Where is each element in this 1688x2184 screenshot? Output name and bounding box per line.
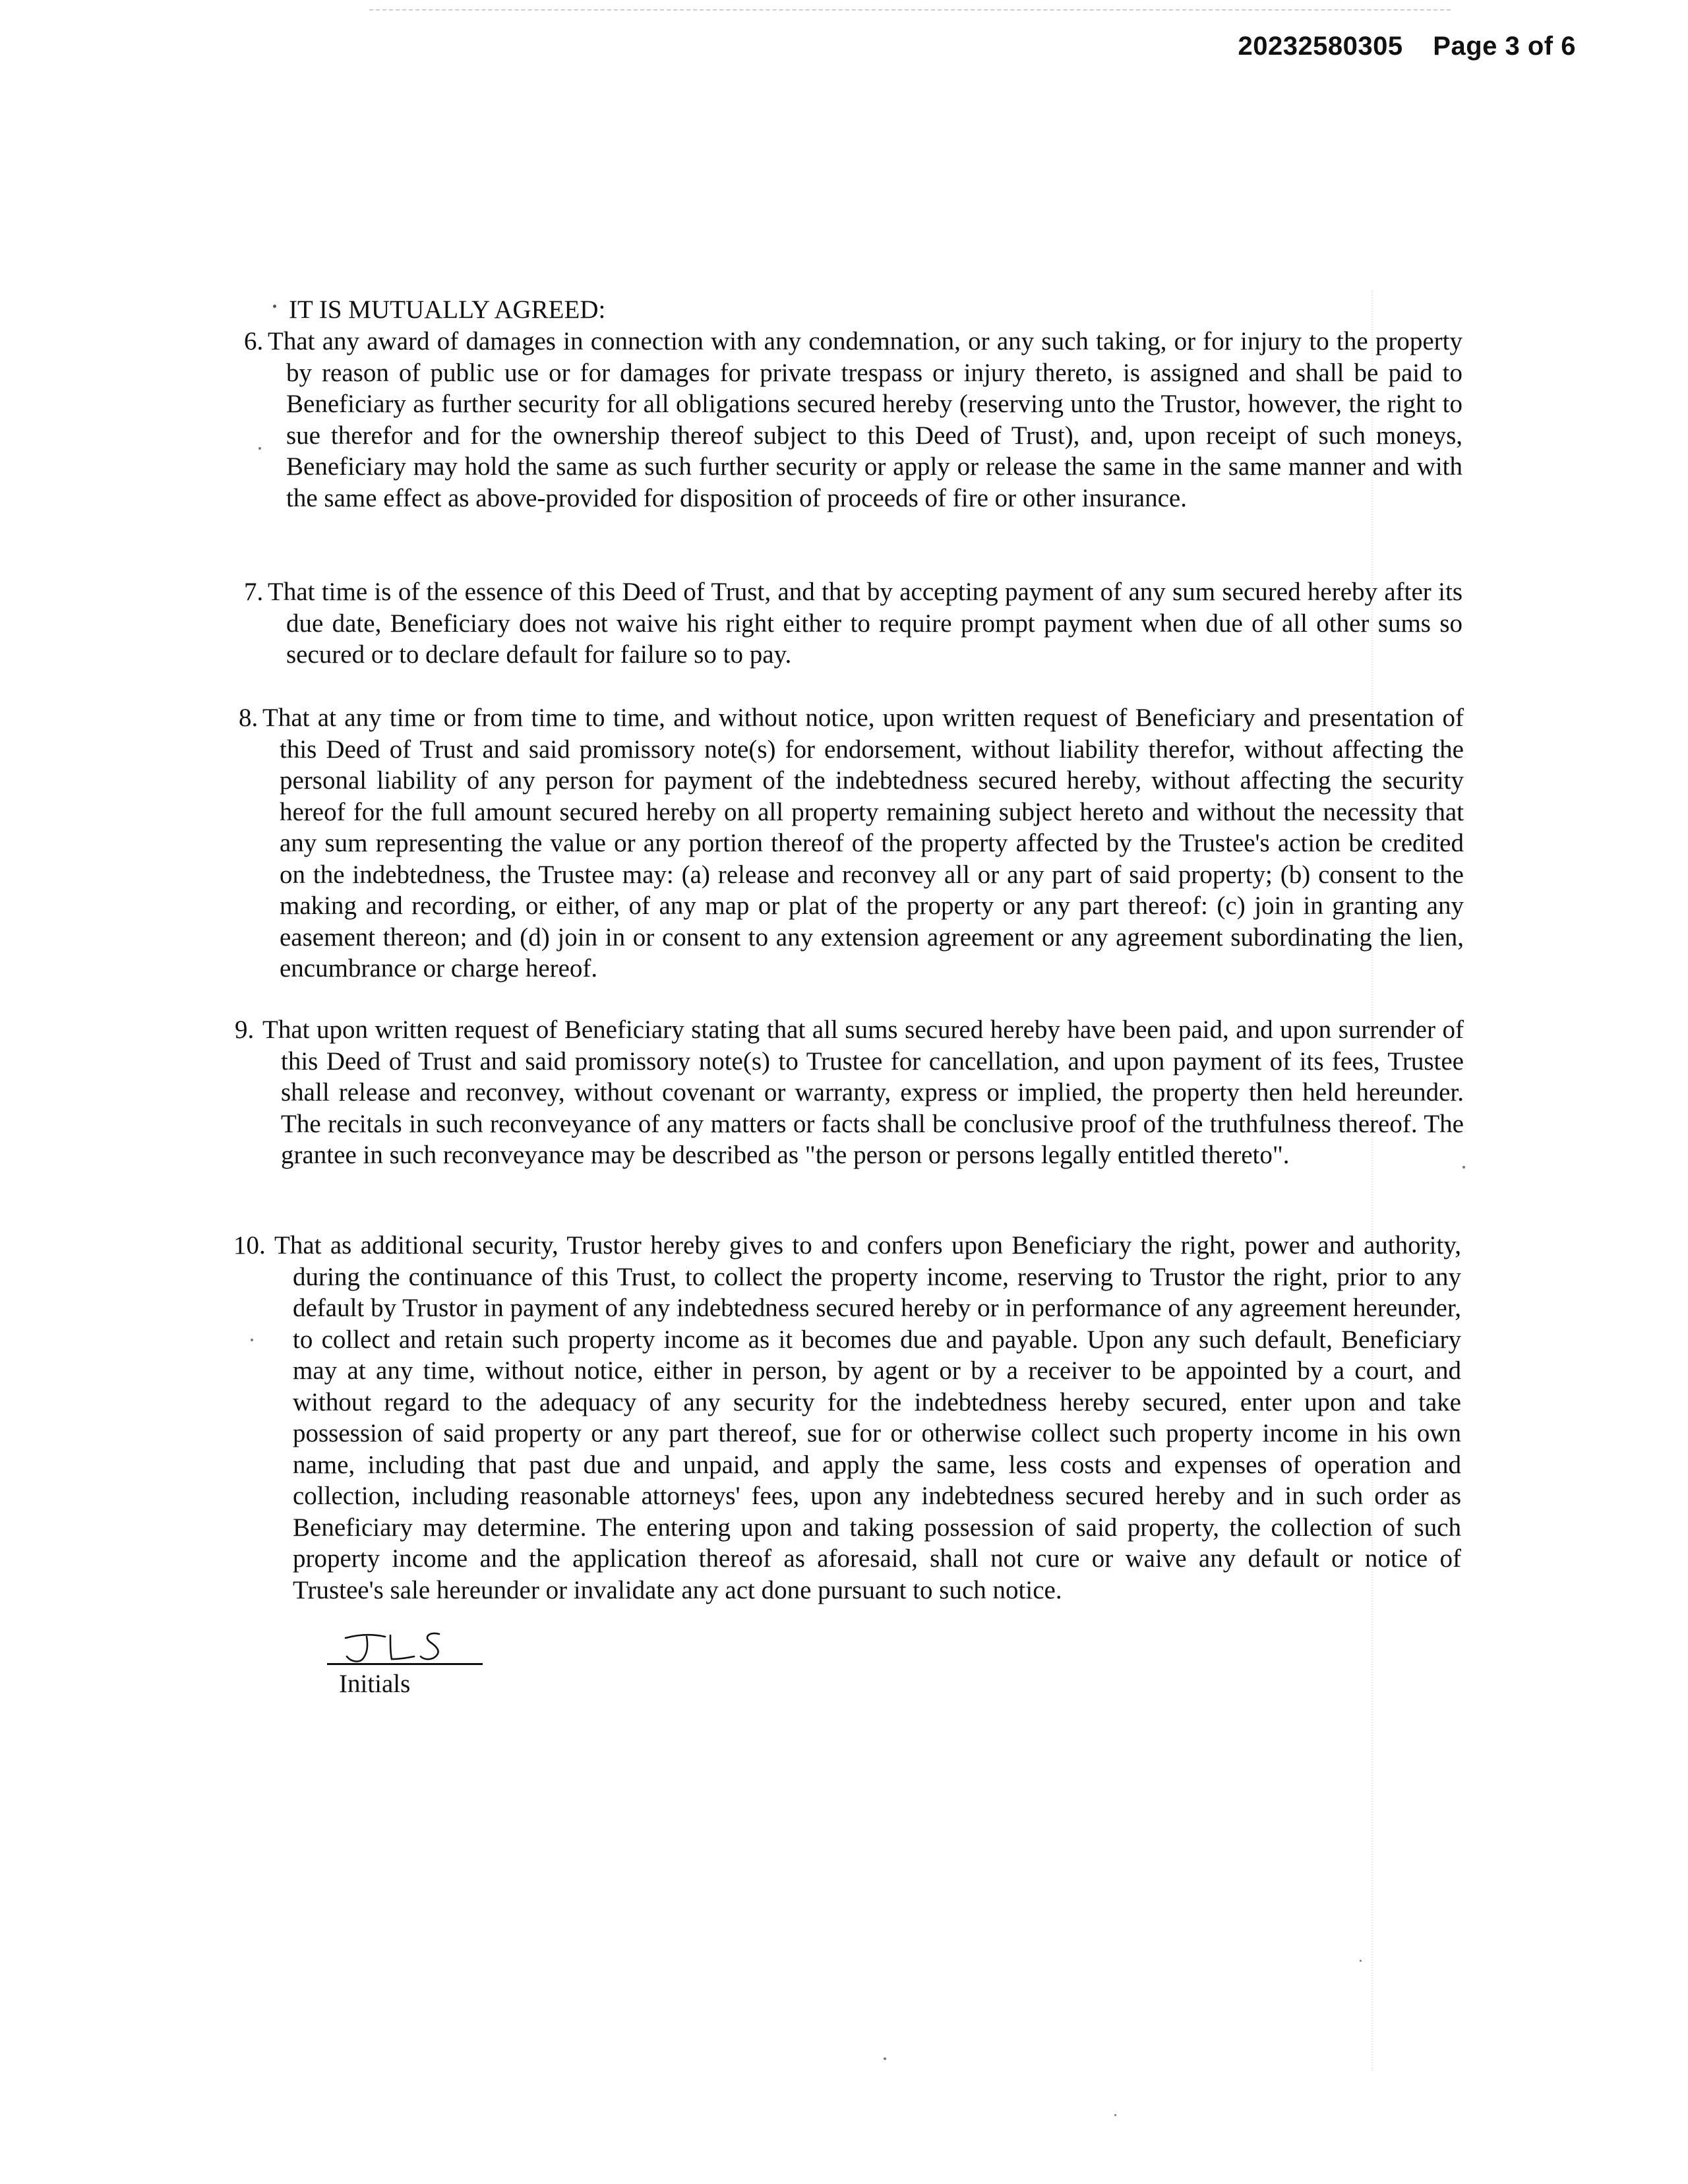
initials-underline [327,1663,483,1665]
page-header [1238,32,1576,61]
clause-text: That time is of the essence of this Deed of Trust, and that by accepting payment of any sum secured hereby after its due date, Beneficiary does not waive his right either to require prompt payment when due of all other sums so secured or to declare default for failure so to pay. [268,578,1462,669]
scan-artifact-top [369,9,1451,13]
clause-7 [244,576,1462,671]
scan-speck [258,447,261,450]
page-indicator: Page 3 of 6 [1433,32,1576,61]
scan-speck [251,1339,253,1341]
bullet-dot [273,305,276,308]
clause-text: That at any time or from time to time, and without notice, upon written request of Beneficiary and presentation of this Deed of Trust and said promissory note(s) for endorsement, without liability therefor, without affecting the personal liability of any person for payment of the indebtedness secured hereby, without affecting the security hereof for the full amount secured hereby on all property remaining subject hereto and without the necessity that any sum representing the value or any portion thereof of the property affected by the Trustee's action be credited on the indebtedness, the Trustee may: (a) release and reconvey all or any part of said property; (b) consent to the making and recording, or either, of any map or plat of the property or any part thereof: (c) join in granting any easement thereon; and (d) join in or consent to any extension agreement or any agreement subordinating the lien, encumbrance or charge hereof. [262,704,1464,983]
clause-text: That any award of damages in connection with any condemnation, or any such taking, or for injury to the property by reason of public use or for damages for private trespass or injury thereto, is assigned and shall be paid to Beneficiary as further security for all obligations secured hereby (reserving unto the Trustor, however, the right to sue therefor and for the ownership thereof subject to this Deed of Trust), and, upon receipt of such moneys, Beneficiary may hold the same as such further security or apply or release the same in the same manner and with the same effect as above-provided for disposition of proceeds of fire or other insurance. [268,327,1462,512]
clause-number: 8. [239,704,258,732]
clause-6 [244,326,1462,514]
clause-number: 9. [235,1016,255,1044]
clause-text: That as additional security, Trustor hereby gives to and confers upon Beneficiary the right, power and authority, during the continuance of this Trust, to collect the property income, reserving to Trustor the right, prior to any default by Trustor in payment of any indebtedness secured hereby or in performance of any agreement hereunder, to collect and retain such property income as it becomes due and payable. Upon any such default, Beneficiary may at any time, without notice, either in person, by agent or by a receiver to be appointed by a court, and without regard to the adequacy of any security for the indebtedness hereby secured, enter upon and take possession of said property or any part thereof, sue for or otherwise collect such property income in his own name, including that past due and unpaid, and apply the same, less costs and expenses of operation and collection, including reasonable attorneys' fees, upon any indebtedness secured hereby and in such order as Beneficiary may determine. The entering upon and taking possession of said property, the collection of such property income and the application thereof as aforesaid, shall not cure or waive any default or notice of Trustee's sale hereunder or invalidate any act done pursuant to such notice. [274,1231,1461,1604]
handwritten-initials-signature [334,1629,466,1668]
scan-artifact-margin [1372,290,1375,2071]
scan-speck [884,2057,886,2060]
section-intro: IT IS MUTUALLY AGREED: [289,295,606,324]
clause-10 [233,1230,1461,1606]
clause-9 [235,1014,1464,1171]
clause-text: That upon written request of Beneficiary stating that all sums secured hereby have been paid, and upon surrender of this Deed of Trust and said promissory note(s) to Trustee for cancellation, and upon payment of its fees, Trustee shall release and reconvey, without covenant or warranty, express or implied, the property then held hereunder. The recitals in such reconveyance of any matters or facts shall be conclusive proof of the truthfulness thereof. The grantee in such reconveyance may be described as "the person or persons legally entitled thereto". [262,1016,1464,1169]
scan-speck [1360,1960,1362,1962]
scan-speck [1114,2114,1116,2116]
clause-number: 10. [233,1231,266,1259]
clause-8 [239,702,1464,985]
clause-number: 6. [244,327,264,355]
clause-number: 7. [244,578,264,606]
initials-block [327,1629,485,1701]
initials-label: Initials [339,1670,411,1698]
scan-speck [1462,1166,1465,1168]
document-number: 20232580305 [1238,32,1403,61]
